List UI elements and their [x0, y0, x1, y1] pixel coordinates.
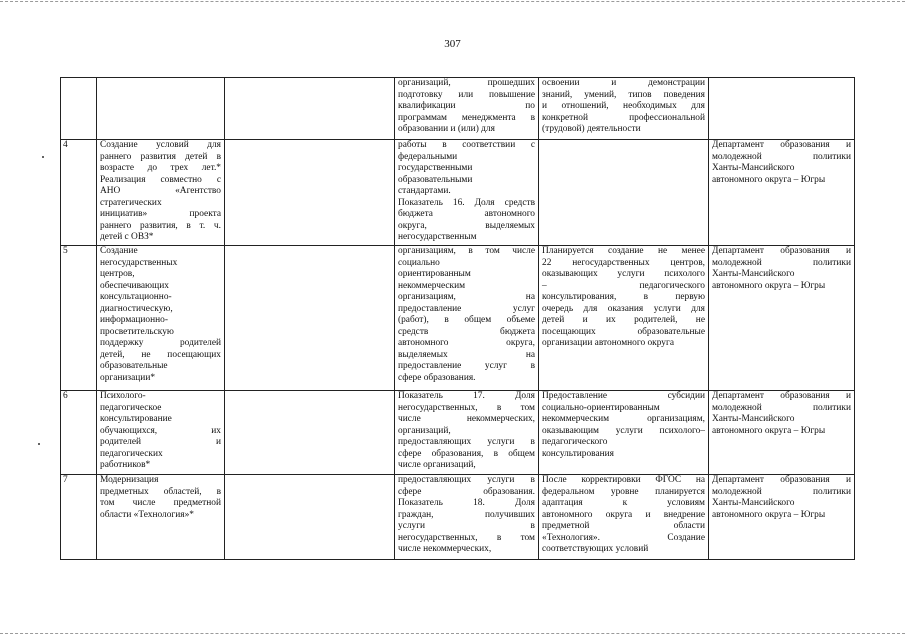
row-number-cell [61, 78, 97, 140]
text-line: числе организаций, [398, 460, 476, 470]
text-line: педагогических [100, 448, 163, 459]
text-line: образовательные [100, 361, 168, 371]
text-line: автономного округа – Югры [712, 509, 826, 520]
row-number-cell: 6 [61, 391, 97, 475]
text-line: молодежной политики [712, 486, 851, 497]
text-line: негосударственных [100, 257, 178, 268]
text-line: консультационно- [100, 292, 172, 302]
text-line: инициатив» проекта [100, 209, 221, 219]
text-line: предоставление услуг в [398, 361, 535, 371]
responsible-cell [709, 78, 855, 140]
text-line: государственными [398, 163, 473, 173]
text-line: стандартами. [398, 186, 451, 196]
text-line: Создание условий для [100, 140, 221, 150]
text-line: обучающихся, их [100, 425, 221, 436]
text-line: знаний, умений, типов поведения [542, 89, 705, 100]
text-line: автономного округа – Югры [712, 425, 826, 436]
text-line: предоставляющих услуги в [398, 475, 535, 485]
text-line: некоммерческим [398, 280, 466, 291]
text-line: Показатель 18. Доля [398, 498, 535, 508]
responsible-cell [709, 246, 855, 391]
text-line: раннего развития, в т. ч. [100, 220, 221, 231]
responsible-cell [709, 391, 855, 475]
text-line: соответствующих условий [542, 544, 649, 554]
text-line: автономного округа, [398, 338, 535, 348]
text-line: Ханты-Мансийского [712, 414, 795, 424]
table-row [61, 78, 855, 140]
text-line: Департамент образования и [712, 246, 851, 256]
text-line: ориентированным [398, 269, 471, 279]
table-row [61, 475, 855, 560]
empty-column-cell [225, 140, 395, 246]
text-line: просветительскую [100, 326, 174, 337]
text-line: числе некоммерческих, [398, 544, 492, 554]
text-line: «Технология». Создание [542, 532, 705, 543]
text-line: Ханты-Мансийского [712, 269, 795, 279]
text-line: образовательными [398, 174, 473, 185]
text-line: средств бюджета [398, 326, 535, 337]
indicator-cell [395, 391, 539, 475]
text-line: молодежной политики [712, 257, 851, 268]
text-line: организации* [100, 372, 156, 383]
text-line: консультирования, в первую [542, 292, 705, 302]
text-line: округа, выделяемых [398, 220, 535, 231]
empty-column-cell [225, 391, 395, 475]
table-body [61, 78, 855, 560]
expected-result-cell [539, 391, 709, 475]
scan-edge-top [0, 1, 905, 2]
text-line: оказывающим услуги психолого– [542, 425, 705, 436]
text-line: негосударственных, в том [398, 402, 535, 413]
empty-column-cell [225, 475, 395, 560]
text-line: социально [398, 257, 440, 268]
text-line: негосударственных, в том [398, 532, 535, 543]
empty-column-cell [225, 246, 395, 391]
text-line: автономного округа и внедрение [542, 509, 705, 520]
scan-speck [38, 443, 40, 445]
measure-name-cell [97, 391, 225, 475]
text-line: образовании и (или) для [398, 124, 495, 134]
text-line: Реализация совместно с [100, 174, 221, 185]
text-line: организациям, на [398, 292, 535, 302]
text-line: организации автономного округа [542, 338, 674, 348]
text-line: федеральном уровне планируется [542, 486, 705, 497]
text-line: работников* [100, 460, 151, 470]
text-line: сфере образования, в общем [398, 448, 535, 459]
expected-result-cell [539, 475, 709, 560]
text-line: подготовку или повышение [398, 89, 535, 100]
indicator-cell [395, 475, 539, 560]
indicator-cell [395, 246, 539, 391]
text-line: организаций, [398, 425, 451, 436]
text-line: консультирования [542, 448, 614, 459]
text-line: – педагогического [542, 280, 705, 291]
text-line: Создание [100, 246, 138, 256]
text-line: поддержку родителей [100, 338, 221, 348]
text-line: центров, [100, 269, 135, 279]
text-line: организаций, прошедших [398, 78, 535, 88]
indicator-cell [395, 78, 539, 140]
measure-name-cell [97, 246, 225, 391]
text-line: детей и их родителей, не [542, 315, 705, 325]
text-line: конкретной профессиональной [542, 112, 705, 123]
text-line: числе некоммерческих, [398, 414, 535, 424]
text-line: (работ), в общем объеме [398, 315, 535, 325]
text-line: Показатель 17. Доля [398, 391, 535, 401]
text-line: организациям, в том числе [398, 246, 535, 256]
text-line: квалификации по [398, 101, 535, 111]
text-line: 22 негосударственных центров, [542, 257, 705, 268]
responsible-cell [709, 475, 855, 560]
table-row [61, 140, 855, 246]
text-line: адаптация к условиям [542, 498, 705, 508]
text-line: родителей и [100, 437, 221, 447]
text-line: федеральными [398, 151, 458, 162]
row-number-cell: 5 [61, 246, 97, 391]
text-line: Модернизация [100, 475, 159, 485]
row-number-cell: 4 [61, 140, 97, 246]
text-line: выделяемых на [398, 349, 535, 360]
text-line: Предоставление субсидии [542, 391, 705, 401]
text-line: том числе предметной [100, 498, 221, 508]
table-row [61, 391, 855, 475]
text-line: консультирование [100, 414, 172, 424]
expected-result-cell [539, 78, 709, 140]
text-line: Департамент образования и [712, 140, 851, 150]
table-row [61, 246, 855, 391]
text-line: социально-ориентированным [542, 402, 660, 413]
text-line: Психолого- [100, 391, 146, 401]
text-line: педагогическое [100, 402, 162, 413]
text-line: граждан, получивших [398, 509, 535, 520]
text-line: бюджета автономного [398, 209, 535, 219]
text-line: и отношений, необходимых для [542, 101, 705, 111]
text-line: оказывающих услуги психолого [542, 269, 705, 279]
measure-name-cell [97, 140, 225, 246]
text-line: некоммерческим организациям, [542, 414, 705, 424]
text-line: сфере образования. [398, 486, 535, 497]
text-line: детей с ОВЗ* [100, 232, 154, 242]
measure-name-cell [97, 475, 225, 560]
text-line: стратегических [100, 197, 162, 208]
measures-table [60, 77, 855, 560]
text-line: Департамент образования и [712, 475, 851, 485]
text-line: АНО «Агентство [100, 186, 221, 196]
text-line: молодежной политики [712, 402, 851, 413]
text-line: предметных областей, в [100, 486, 221, 497]
text-line: программам менеджмента в [398, 112, 535, 123]
measure-name-cell [97, 78, 225, 140]
text-line: работы в соответствии с [398, 140, 535, 150]
text-line: очередь для оказания услуги для [542, 303, 705, 314]
text-line: негосударственным [398, 232, 477, 242]
text-line: посещающих образовательные [542, 326, 705, 337]
text-line: диагностическую, [100, 303, 173, 314]
text-line: Ханты-Мансийского [712, 163, 795, 173]
scan-speck [42, 156, 44, 158]
empty-column-cell [225, 78, 395, 140]
text-line: молодежной политики [712, 151, 851, 162]
text-line: предоставляющих услуги в [398, 437, 535, 447]
text-line: освоении и демонстрации [542, 78, 705, 88]
text-line: предоставление услуг [398, 303, 535, 314]
text-line: обеспечивающих [100, 280, 169, 291]
indicator-cell [395, 140, 539, 246]
expected-result-cell [539, 246, 709, 391]
text-line: услуги в [398, 521, 535, 531]
scan-edge-bottom [0, 633, 905, 634]
text-line: (трудовой) деятельности [542, 124, 641, 134]
responsible-cell [709, 140, 855, 246]
text-line: раннего развития детей в [100, 151, 221, 162]
page-number: 307 [444, 38, 461, 50]
row-number-cell: 7 [61, 475, 97, 560]
text-line: Планируется создание не менее [542, 246, 705, 256]
text-line: автономного округа – Югры [712, 280, 826, 291]
text-line: предметной области [542, 521, 705, 531]
text-line: Департамент образования и [712, 391, 851, 401]
text-line: Ханты-Мансийского [712, 498, 795, 508]
text-line: После корректировки ФГОС на [542, 475, 705, 485]
text-line: информационно- [100, 315, 168, 325]
text-line: возрасте до трех лет.* [100, 163, 221, 173]
text-line: области «Технология»* [100, 509, 194, 520]
text-line: сфере образования. [398, 372, 476, 383]
text-line: педагогического [542, 437, 608, 447]
document-table-wrapper [60, 77, 854, 560]
text-line: Показатель 16. Доля средств [398, 197, 535, 208]
expected-result-cell [539, 140, 709, 246]
text-line: автономного округа – Югры [712, 174, 826, 185]
text-line: детей, не посещающих [100, 349, 221, 360]
